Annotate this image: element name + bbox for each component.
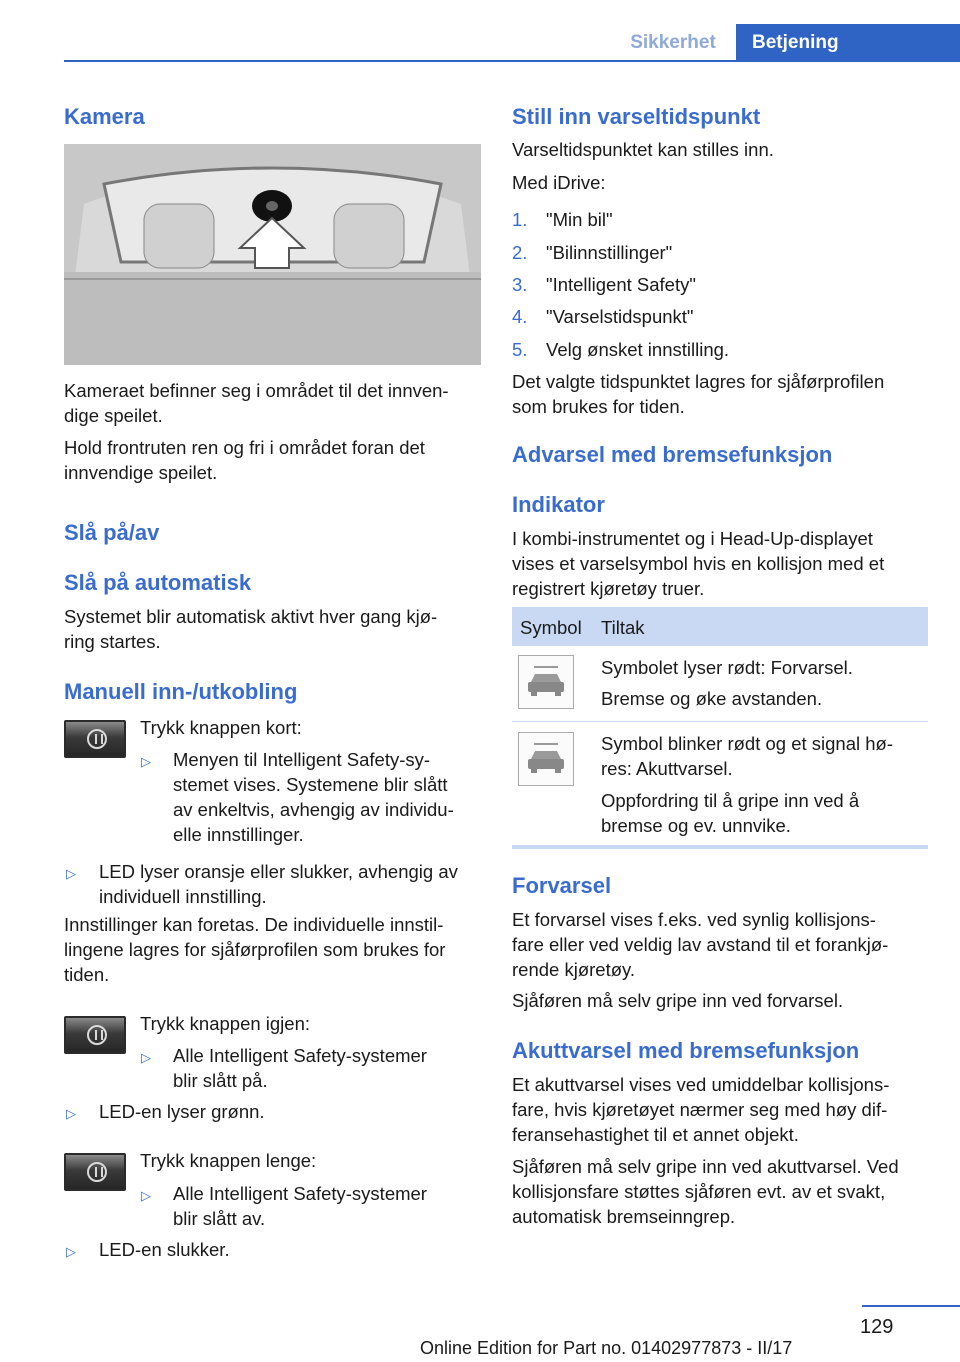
kamera-heading: Kamera (64, 104, 145, 129)
safety-button-icon (64, 720, 126, 758)
kamera-paragraph-1: Kameraet befinner seg i området til det innven- dige speilet. (64, 380, 449, 426)
collision-warning-car-icon (518, 732, 574, 786)
step-number: 4. (512, 306, 528, 327)
step-text: Velg ønsket innstilling. (546, 339, 730, 360)
header-rule (64, 60, 960, 62)
triangle-bullet-icon: ▷ (141, 1050, 151, 1065)
step-text: "Bilinnstillinger" (546, 242, 673, 263)
still-inn-heading: Still inn varseltidspunkt (512, 104, 761, 129)
short-bullet-2: LED lyser oransje eller slukker, avhengig av individuell innstilling. (99, 861, 458, 907)
settings-paragraph: Innstillinger kan foretas. De individuelle innstil- lingene lagres for sjåførprofilen som brukes for tiden. (64, 914, 446, 985)
triangle-bullet-icon: ▷ (66, 1106, 76, 1121)
long-bullet-2: LED-en slukker. (99, 1239, 230, 1260)
collision-warning-car-icon (518, 655, 574, 709)
triangle-bullet-icon: ▷ (141, 754, 151, 769)
still-inn-paragraph-1: Varseltidspunktet kan stilles inn. (512, 139, 774, 160)
row2-text-a: Symbol blinker rødt og et signal hø- res: Akuttvarsel. (601, 733, 894, 779)
sla-pa-automatisk-heading: Slå på automatisk (64, 570, 252, 595)
sla-pa-av-heading: Slå på/av (64, 520, 160, 545)
press-short-text: Trykk knappen kort: (140, 717, 302, 738)
kamera-paragraph-2: Hold frontruten ren og fri i området foran det innvendige speilet. (64, 437, 425, 483)
press-long-text: Trykk knappen lenge: (140, 1150, 317, 1171)
step-number: 2. (512, 242, 528, 263)
automatisk-paragraph: Systemet blir automatisk aktivt hver gang kjø- ring startes. (64, 606, 438, 652)
header-tab-betjening[interactable]: Betjening (736, 24, 960, 62)
indikator-paragraph: I kombi-instrumentet og i Head-Up-displayet vises et varselsymbol hvis en kollisjon med et registrert kjøretøy truer. (512, 528, 885, 599)
header-tab-sikkerhet[interactable]: Sikkerhet (630, 32, 716, 53)
manuell-heading: Manuell inn-/utkobling (64, 679, 298, 704)
table-bottom-rule (512, 845, 928, 849)
table-row-divider (512, 721, 928, 722)
table-col-symbol: Symbol (520, 617, 582, 638)
safety-button-icon (64, 1016, 126, 1054)
step-text: "Min bil" (546, 209, 613, 230)
still-inn-paragraph-2: Med iDrive: (512, 172, 606, 193)
step-number: 3. (512, 274, 528, 295)
indikator-heading: Indikator (512, 492, 605, 517)
akuttvarsel-heading: Akuttvarsel med bremsefunksjon (512, 1038, 860, 1063)
step-number: 5. (512, 339, 528, 360)
table-col-tiltak: Tiltak (601, 617, 645, 638)
long-bullet-1: Alle Intelligent Safety-systemer blir slått av. (173, 1183, 427, 1229)
safety-button-icon (64, 1153, 126, 1191)
row1-text-b: Bremse og øke avstanden. (601, 688, 823, 709)
row2-text-b: Oppfordring til å gripe inn ved å bremse og ev. unnvike. (601, 790, 860, 836)
triangle-bullet-icon: ▷ (66, 1244, 76, 1259)
press-again-text: Trykk knappen igjen: (140, 1013, 311, 1034)
row1-text-a: Symbolet lyser rødt: Forvarsel. (601, 657, 853, 678)
footer-rule (862, 1305, 960, 1307)
footer-edition: Online Edition for Part no. 01402977873 - II/17 (420, 1338, 793, 1358)
triangle-bullet-icon: ▷ (141, 1188, 151, 1203)
step-number: 1. (512, 209, 528, 230)
still-inn-paragraph-3: Det valgte tidspunktet lagres for sjåførprofilen som brukes for tiden. (512, 371, 885, 417)
advarsel-heading: Advarsel med bremsefunksjon (512, 442, 833, 467)
step-text: "Varselstidspunkt" (546, 306, 694, 327)
akuttvarsel-paragraph-2: Sjåføren må selv gripe inn ved akuttvarsel. Ved kollisjonsfare støttes sjåføren evt. av et svakt, automatisk bremseinngrep. (512, 1156, 899, 1227)
forvarsel-heading: Forvarsel (512, 873, 612, 898)
short-bullet-1: Menyen til Intelligent Safety-sy- stemet vises. Systemene blir slått av enkeltvis, avhengig av individu- elle innstillinger. (173, 749, 454, 845)
forvarsel-paragraph-1: Et forvarsel vises f.eks. ved synlig kollisjons- fare eller ved veldig lav avstand til et forankjø- rende kjøretøy. (512, 909, 889, 980)
page-number: 129 (860, 1316, 894, 1338)
camera-illustration (64, 144, 481, 365)
step-text: "Intelligent Safety" (546, 274, 696, 295)
forvarsel-paragraph-2: Sjåføren må selv gripe inn ved forvarsel. (512, 990, 844, 1011)
again-bullet-2: LED-en lyser grønn. (99, 1101, 265, 1122)
triangle-bullet-icon: ▷ (66, 866, 76, 881)
again-bullet-1: Alle Intelligent Safety-systemer blir slått på. (173, 1045, 427, 1091)
akuttvarsel-paragraph-1: Et akuttvarsel vises ved umiddelbar kollisjons- fare, hvis kjøretøyet nærmer seg med høy dif- feransehastighet til et annet objekt. (512, 1074, 890, 1145)
